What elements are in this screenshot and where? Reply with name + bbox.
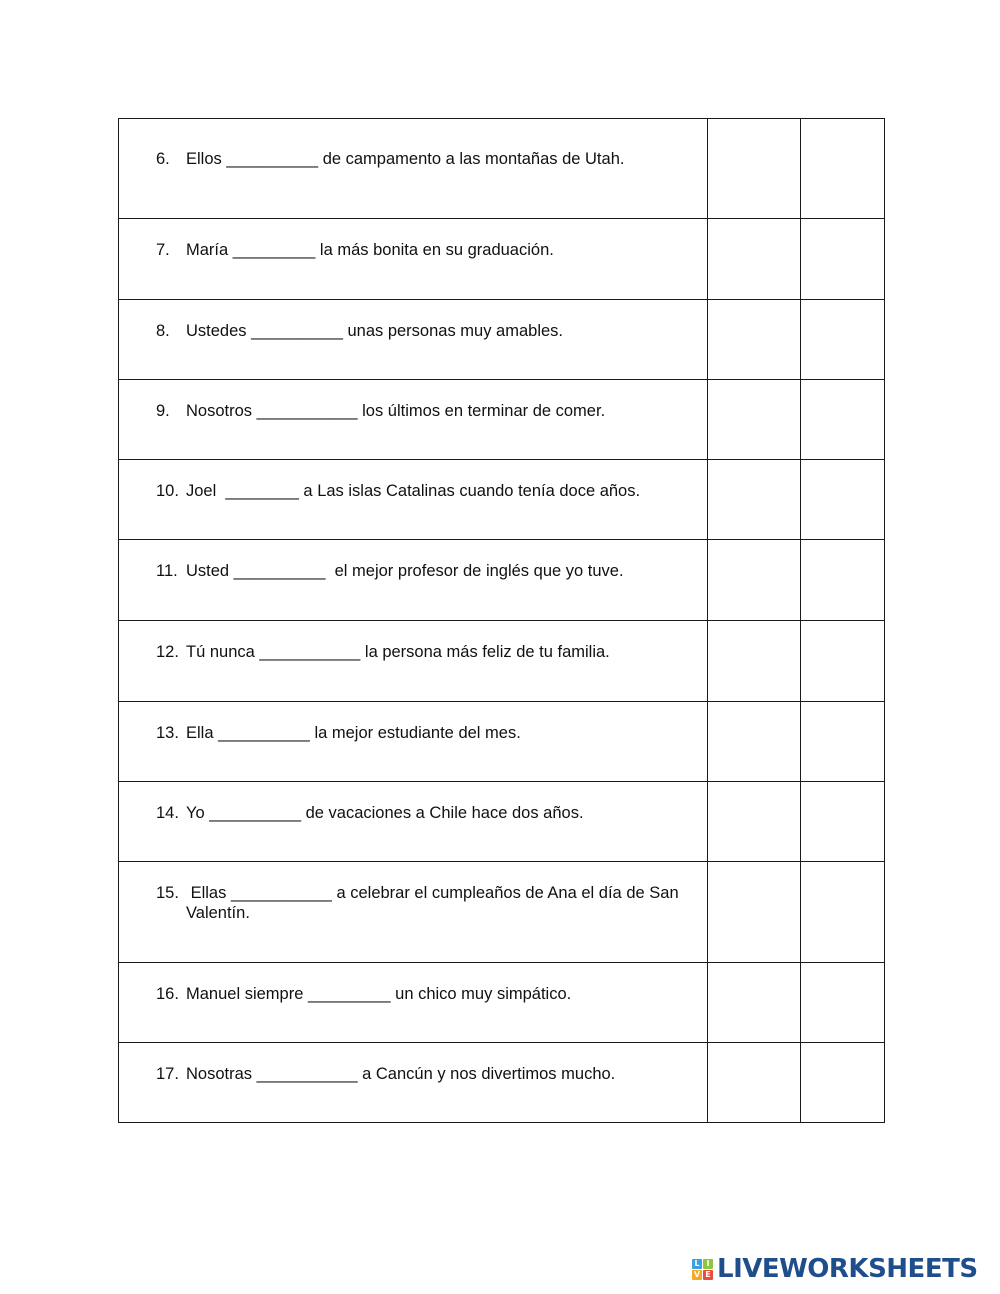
question-row-12 [119,621,885,702]
question-cell [119,380,708,460]
logo-block-e: E [703,1270,713,1280]
answer-box-1[interactable] [708,380,801,460]
answer-box-2[interactable] [801,862,885,963]
question-number: 8. [156,322,170,340]
answer-box-2[interactable] [801,300,885,380]
question-number: 14. [156,804,179,822]
answer-box-1[interactable] [708,862,801,963]
logo-block-v: V [693,1269,701,1279]
question-cell [119,782,708,862]
question-row-14 [119,782,885,862]
answer-box-1[interactable] [708,119,801,219]
worksheet-table [118,118,885,1123]
question-text: Tú nunca ___________ la persona más feliz de tu familia. [186,643,610,661]
question-number: 10. [156,482,179,500]
question-row-15 [119,862,885,963]
logo-blocks-icon [692,1259,713,1280]
question-row-16 [119,963,885,1043]
question-row-7 [119,219,885,300]
question-number: 12. [156,643,179,661]
answer-box-2[interactable] [801,119,885,219]
question-cell [119,540,708,621]
answer-box-1[interactable] [708,219,801,300]
question-cell [119,119,708,219]
question-cell [119,862,708,963]
answer-box-1[interactable] [708,782,801,862]
question-row-6 [119,119,885,219]
question-cell [119,1043,708,1123]
answer-box-2[interactable] [801,380,885,460]
answer-box-1[interactable] [708,540,801,621]
answer-box-2[interactable] [801,702,885,782]
answer-box-2[interactable] [801,782,885,862]
logo-block-i: I [703,1259,713,1269]
answer-box-1[interactable] [708,460,801,540]
question-row-11 [119,540,885,621]
question-text: Nosotras ___________ a Cancún y nos divertimos mucho. [186,1065,616,1083]
answer-box-1[interactable] [708,963,801,1043]
question-cell [119,300,708,380]
question-number: 6. [156,150,170,168]
answer-box-2[interactable] [801,540,885,621]
answer-box-1[interactable] [708,621,801,702]
question-row-17 [119,1043,885,1123]
answer-box-2[interactable] [801,219,885,300]
question-number: 9. [156,402,170,420]
question-row-10 [119,460,885,540]
question-cell [119,963,708,1043]
answer-box-1[interactable] [708,702,801,782]
question-text: Usted __________ el mejor profesor de inglés que yo tuve. [186,562,624,580]
question-text: Ellos __________ de campamento a las montañas de Utah. [186,150,625,168]
question-cell [119,702,708,782]
question-number: 7. [156,241,170,259]
question-cell [119,219,708,300]
question-text: Nosotros ___________ los últimos en terminar de comer. [186,402,606,420]
question-number: 15. [156,884,179,902]
logo-text: LIVEWORKSHEETS [717,1254,978,1284]
question-row-13 [119,702,885,782]
question-number: 11. [156,562,178,580]
question-cell [119,460,708,540]
question-cell [119,621,708,702]
question-text: Joel ________ a Las islas Catalinas cuando tenía doce años. [186,482,641,500]
liveworksheets-logo [692,1255,978,1283]
question-number: 16. [156,985,179,1003]
logo-block-l: L [692,1259,702,1269]
answer-box-1[interactable] [708,300,801,380]
answer-box-2[interactable] [801,460,885,540]
question-text: Ellas ___________ a celebrar el cumpleaños de Ana el día de San Valentín. [186,884,684,922]
question-row-8 [119,300,885,380]
answer-box-2[interactable] [801,621,885,702]
question-text: María _________ la más bonita en su graduación. [186,241,554,259]
answer-box-1[interactable] [708,1043,801,1123]
answer-box-2[interactable] [801,1043,885,1123]
question-text: Ustedes __________ unas personas muy amables. [186,322,563,340]
question-text: Manuel siempre _________ un chico muy simpático. [186,985,572,1003]
question-number: 13. [156,724,179,742]
question-number: 17. [156,1065,179,1083]
question-text: Yo __________ de vacaciones a Chile hace dos años. [186,804,584,822]
question-text: Ella __________ la mejor estudiante del mes. [186,724,521,742]
question-row-9 [119,380,885,460]
answer-box-2[interactable] [801,963,885,1043]
